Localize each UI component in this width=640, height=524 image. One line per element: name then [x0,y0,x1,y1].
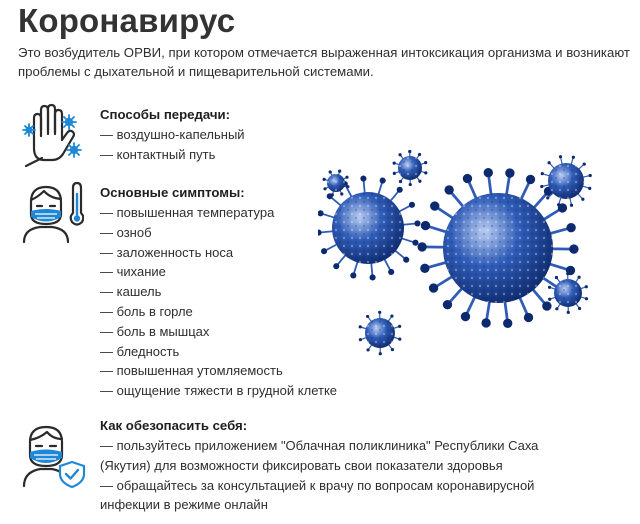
list-item: — боль в мышцах [100,323,210,339]
symptoms-heading: Основные симптомы: [100,185,245,200]
protection-heading: Как обезопасить себя: [100,418,248,433]
virus-illustration [318,148,636,373]
protection-text-app: — пользуйтесь приложением "Облачная поликлиника" Республики Саха (Якутия) для возможности фиксировать свои показатели здоровья [100,438,539,473]
virus-particle [548,272,588,314]
sick-person-thermometer-icon [20,180,84,244]
list-item: — бледность [100,343,180,359]
protection-text-doctor: — обращайтесь за консультацией к врачу по вопросам коронавирусной инфекции в режиме онлайн [100,477,535,513]
virus-particle [540,155,592,207]
list-item: — озноб [100,224,152,240]
virus-particle [393,150,428,186]
list-item: — воздушно-капельный [100,127,245,142]
virus-particle [359,311,402,356]
list-item: — ощущение тяжести в грудной клетке [100,383,338,399]
list-item: — повышенная температура [100,205,275,220]
list-item: — боль в горле [100,303,193,319]
hand-with-germs-icon [20,100,84,170]
masked-person-shield-icon [20,422,86,488]
protection-section [100,416,555,515]
page-title: Коронавирус [18,2,236,39]
list-item: — повышенная утомляемость [100,363,283,379]
list-item: — контактный путь [100,146,216,162]
transmission-heading: Способы передачи: [100,107,231,122]
list-item: — заложенность носа [100,244,234,260]
list-item: — чихание [100,264,166,280]
intro-text: Это возбудитель ОРВИ, при котором отмечается выраженная интоксикация организма и возникают проблемы с дыхательной и пищеварительной системами. [18,45,630,79]
list-item: — кашель [100,284,162,300]
